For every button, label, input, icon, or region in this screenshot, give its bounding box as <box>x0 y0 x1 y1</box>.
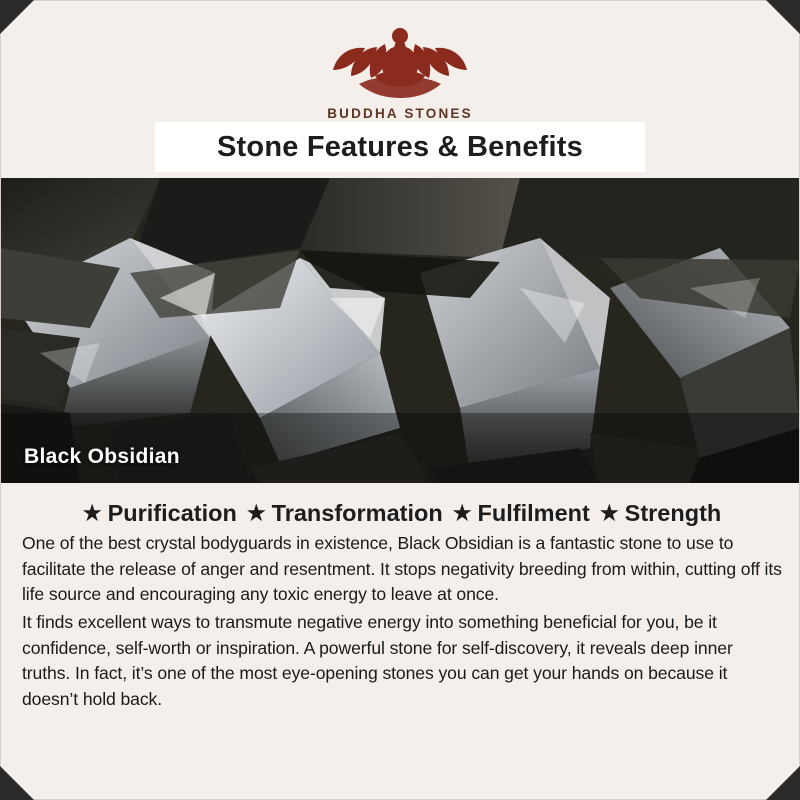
brand-name: BUDDHA STONES <box>327 106 473 121</box>
corner-decoration-bottom-right <box>766 766 800 800</box>
header <box>0 0 800 178</box>
benefit-item <box>239 500 443 527</box>
description-paragraph-1: One of the best crystal bodyguards in existence, Black Obsidian is a fantastic stone to use to facilitate the release of anger and resentment. It stops negativity breeding from within, cutting off its life source and encouraging any toxic energy to leave at once. <box>22 533 782 605</box>
star-icon: ★ <box>246 502 266 525</box>
title-band <box>155 122 645 172</box>
photo-caption: Black Obsidian <box>24 445 180 468</box>
benefit-item <box>445 500 590 527</box>
star-icon: ★ <box>599 502 619 525</box>
corner-decoration-bottom-left <box>0 766 34 800</box>
page-title: Stone Features & Benefits <box>217 130 583 163</box>
star-icon: ★ <box>82 502 102 525</box>
description-paragraph-2: It finds excellent ways to transmute negative energy into something beneficial for you, be it confidence, self-worth or inspiration. A powerful stone for self-discovery, it reveals deep inner truths. In fact, it’s one of the most eye-opening stones you can get your hands on because it doesn’t hold back. <box>22 612 733 710</box>
corner-decoration-top-left <box>0 0 34 34</box>
benefit-item <box>592 500 721 527</box>
lotus-meditation-icon <box>325 14 475 102</box>
content-section <box>0 483 800 800</box>
star-icon: ★ <box>452 502 472 525</box>
benefit-label: Strength <box>624 500 722 526</box>
benefit-label: Purification <box>107 500 237 526</box>
corner-decoration-top-right <box>766 0 800 34</box>
benefit-item <box>83 500 237 527</box>
benefit-label: Transformation <box>271 500 443 526</box>
benefits-list <box>22 500 782 527</box>
black-obsidian-crystal-photo <box>0 178 800 483</box>
stone-photo <box>0 178 800 483</box>
brand-logo <box>0 14 800 121</box>
benefit-label: Fulfilment <box>477 500 590 526</box>
